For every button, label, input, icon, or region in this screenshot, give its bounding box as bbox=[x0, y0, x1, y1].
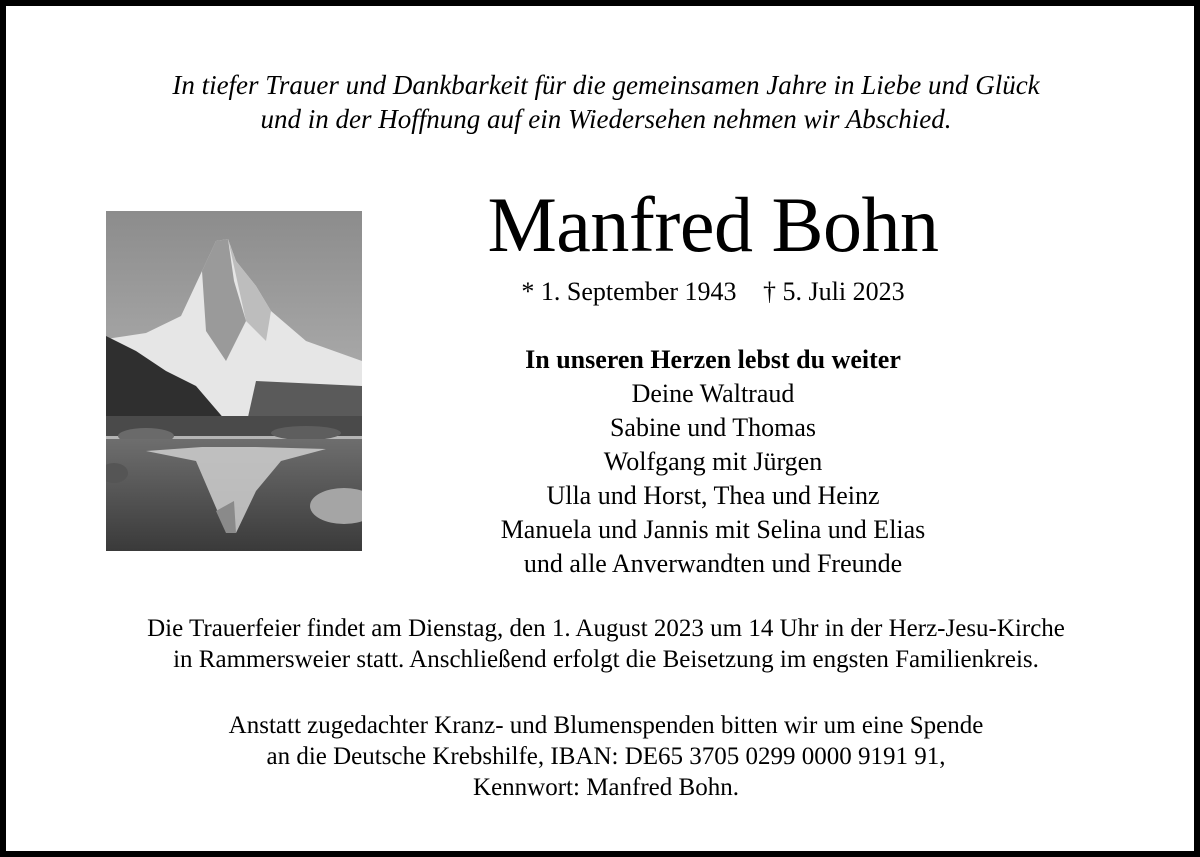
matterhorn-photo bbox=[106, 211, 362, 551]
donation-line-3: Kennwort: Manfred Bohn. bbox=[473, 774, 739, 801]
deceased-name: Manfred Bohn bbox=[487, 181, 939, 268]
family-member: Wolfgang mit Jürgen bbox=[603, 447, 823, 476]
intro-line-1: In tiefer Trauer und Dankbarkeit für die gemeinsamen Jahre in Liebe und Glück bbox=[172, 70, 1040, 100]
birth-date: * 1. September 1943 bbox=[521, 277, 737, 306]
family-member: Deine Waltraud bbox=[631, 379, 795, 408]
ceremony-line-1: Die Trauerfeier findet am Dienstag, den 1. August 2023 um 14 Uhr in der Herz-Jesu-Kirche bbox=[147, 615, 1065, 642]
family-member: Sabine und Thomas bbox=[609, 413, 817, 442]
family-member: Manuela und Jannis mit Selina und Elias bbox=[500, 515, 926, 544]
family-lead: In unseren Herzen lebst du weiter bbox=[525, 345, 901, 374]
intro-text bbox=[6, 68, 1200, 136]
ceremony-line-2: in Rammersweier statt. Anschließend erfolgt die Beisetzung im engsten Familienkreis. bbox=[173, 646, 1039, 673]
donation-line-1: Anstatt zugedachter Kranz- und Blumenspenden bitten wir um eine Spende bbox=[228, 712, 984, 739]
ceremony-info bbox=[6, 613, 1200, 675]
family-member: Ulla und Horst, Thea und Heinz bbox=[546, 481, 880, 510]
family-member: und alle Anverwandten und Freunde bbox=[523, 549, 903, 578]
donation-line-2: an die Deutsche Krebshilfe, IBAN: DE65 3705 0299 0000 9191 91, bbox=[266, 743, 946, 770]
intro-line-2: und in der Hoffnung auf ein Wiedersehen nehmen wir Abschied. bbox=[260, 104, 952, 134]
donation-info bbox=[6, 710, 1200, 803]
death-date: † 5. Juli 2023 bbox=[763, 277, 905, 306]
life-dates bbox=[416, 277, 1010, 307]
family-list bbox=[416, 343, 1010, 581]
